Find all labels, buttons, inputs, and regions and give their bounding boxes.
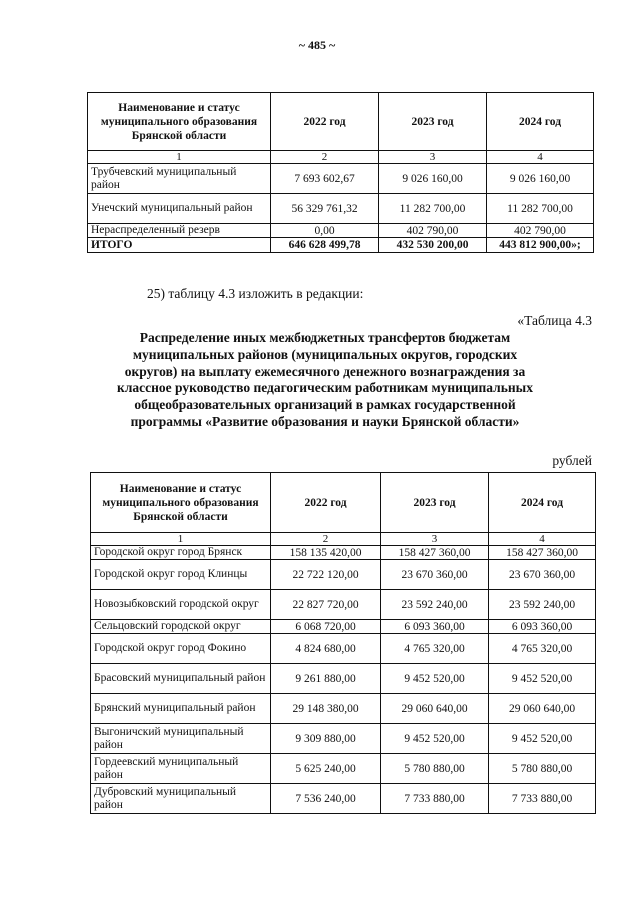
row-value-2024: 402 790,00 bbox=[487, 224, 594, 238]
row-municipality: Новозыбковский городской округ bbox=[91, 590, 271, 620]
currency-unit: рублей bbox=[552, 453, 592, 468]
row-value-2022: 7 536 240,00 bbox=[271, 784, 381, 814]
row-value-2024: 9 452 520,00 bbox=[489, 664, 596, 694]
row-value-2024: 23 670 360,00 bbox=[489, 560, 596, 590]
table-row bbox=[91, 620, 596, 634]
column-header-2022: 2022 год bbox=[271, 473, 381, 533]
total-value-2022: 646 628 499,78 bbox=[271, 238, 379, 253]
table-row bbox=[88, 164, 594, 194]
column-index: 3 bbox=[381, 533, 489, 546]
column-index: 2 bbox=[271, 151, 379, 164]
column-header-name: Наименование и статус муниципального образования Брянской области bbox=[88, 93, 271, 151]
total-value-2024: 443 812 900,00»; bbox=[487, 238, 594, 253]
row-value-2022: 56 329 761,32 bbox=[271, 194, 379, 224]
row-value-2023: 23 670 360,00 bbox=[381, 560, 489, 590]
table-header-row bbox=[88, 93, 594, 151]
column-header-2024: 2024 год bbox=[487, 93, 594, 151]
amendment-paragraph: 25) таблицу 4.3 изложить в редакции: bbox=[147, 286, 364, 301]
row-value-2023: 9 452 520,00 bbox=[381, 664, 489, 694]
column-index: 1 bbox=[91, 533, 271, 546]
table-row bbox=[91, 664, 596, 694]
row-municipality: Трубчевский муниципальный район bbox=[88, 164, 271, 194]
row-value-2023: 7 733 880,00 bbox=[381, 784, 489, 814]
row-value-2024: 9 452 520,00 bbox=[489, 724, 596, 754]
column-index-row bbox=[88, 151, 594, 164]
row-value-2024: 158 427 360,00 bbox=[489, 546, 596, 560]
row-value-2023: 23 592 240,00 bbox=[381, 590, 489, 620]
column-header-2022: 2022 год bbox=[271, 93, 379, 151]
row-value-2023: 158 427 360,00 bbox=[381, 546, 489, 560]
column-header-name: Наименование и статус муниципального образования Брянской области bbox=[91, 473, 271, 533]
table-row bbox=[91, 560, 596, 590]
row-value-2024: 7 733 880,00 bbox=[489, 784, 596, 814]
row-value-2024: 23 592 240,00 bbox=[489, 590, 596, 620]
table-row bbox=[91, 546, 596, 560]
row-value-2024: 11 282 700,00 bbox=[487, 194, 594, 224]
row-value-2022: 29 148 380,00 bbox=[271, 694, 381, 724]
row-municipality: Брянский муниципальный район bbox=[91, 694, 271, 724]
row-value-2022: 7 693 602,67 bbox=[271, 164, 379, 194]
row-value-2022: 9 261 880,00 bbox=[271, 664, 381, 694]
table-row bbox=[91, 784, 596, 814]
row-municipality: Унечский муниципальный район bbox=[88, 194, 271, 224]
row-value-2022: 22 827 720,00 bbox=[271, 590, 381, 620]
allocation-table-4-3 bbox=[90, 472, 596, 814]
table-row bbox=[91, 634, 596, 664]
row-value-2024: 29 060 640,00 bbox=[489, 694, 596, 724]
column-index: 2 bbox=[271, 533, 381, 546]
row-municipality: Гордеевский муниципальный район bbox=[91, 754, 271, 784]
row-value-2023: 402 790,00 bbox=[379, 224, 487, 238]
row-value-2024: 6 093 360,00 bbox=[489, 620, 596, 634]
row-value-2022: 5 625 240,00 bbox=[271, 754, 381, 784]
total-label: ИТОГО bbox=[88, 238, 271, 253]
row-value-2022: 158 135 420,00 bbox=[271, 546, 381, 560]
total-row bbox=[88, 238, 594, 253]
row-value-2023: 6 093 360,00 bbox=[381, 620, 489, 634]
row-value-2023: 29 060 640,00 bbox=[381, 694, 489, 724]
row-value-2023: 11 282 700,00 bbox=[379, 194, 487, 224]
column-index: 1 bbox=[88, 151, 271, 164]
table-row bbox=[91, 694, 596, 724]
column-index: 4 bbox=[487, 151, 594, 164]
table-row bbox=[88, 224, 594, 238]
page-number: ~ 485 ~ bbox=[298, 38, 336, 52]
column-index: 3 bbox=[379, 151, 487, 164]
row-municipality: Нераспределенный резерв bbox=[88, 224, 271, 238]
row-value-2024: 4 765 320,00 bbox=[489, 634, 596, 664]
table-row bbox=[91, 590, 596, 620]
column-index-row bbox=[91, 533, 596, 546]
total-value-2023: 432 530 200,00 bbox=[379, 238, 487, 253]
table-row bbox=[88, 194, 594, 224]
row-municipality: Городской округ город Фокино bbox=[91, 634, 271, 664]
row-municipality: Городской округ город Брянск bbox=[91, 546, 271, 560]
table-header-row bbox=[91, 473, 596, 533]
row-value-2024: 5 780 880,00 bbox=[489, 754, 596, 784]
row-municipality: Сельцовский городской округ bbox=[91, 620, 271, 634]
row-value-2023: 4 765 320,00 bbox=[381, 634, 489, 664]
row-municipality: Брасовский муниципальный район bbox=[91, 664, 271, 694]
row-value-2022: 22 722 120,00 bbox=[271, 560, 381, 590]
row-value-2022: 6 068 720,00 bbox=[271, 620, 381, 634]
row-municipality: Дубровский муниципальный район bbox=[91, 784, 271, 814]
row-value-2024: 9 026 160,00 bbox=[487, 164, 594, 194]
table-row bbox=[91, 754, 596, 784]
row-value-2022: 0,00 bbox=[271, 224, 379, 238]
row-value-2022: 4 824 680,00 bbox=[271, 634, 381, 664]
row-value-2023: 9 026 160,00 bbox=[379, 164, 487, 194]
row-value-2023: 9 452 520,00 bbox=[381, 724, 489, 754]
column-header-2023: 2023 год bbox=[381, 473, 489, 533]
table-row bbox=[91, 724, 596, 754]
row-municipality: Выгоничский муниципальный район bbox=[91, 724, 271, 754]
column-header-2023: 2023 год bbox=[379, 93, 487, 151]
table-title: Распределение иных межбюджетных трансфертов бюджетам муниципальных районов (муниципальных округов, городских округов) на выплату ежемесячного денежного вознаграждения за классное руководство педагогическим работникам муниципальных общеобразовательных организаций в рамках государственной программы «Развитие образования и науки Брянской области» bbox=[117, 330, 533, 429]
column-header-2024: 2024 год bbox=[489, 473, 596, 533]
allocation-table-continued bbox=[87, 92, 594, 253]
row-municipality: Городской округ город Клинцы bbox=[91, 560, 271, 590]
column-index: 4 bbox=[489, 533, 596, 546]
row-value-2022: 9 309 880,00 bbox=[271, 724, 381, 754]
row-value-2023: 5 780 880,00 bbox=[381, 754, 489, 784]
table-number-label: «Таблица 4.3 bbox=[517, 313, 592, 328]
